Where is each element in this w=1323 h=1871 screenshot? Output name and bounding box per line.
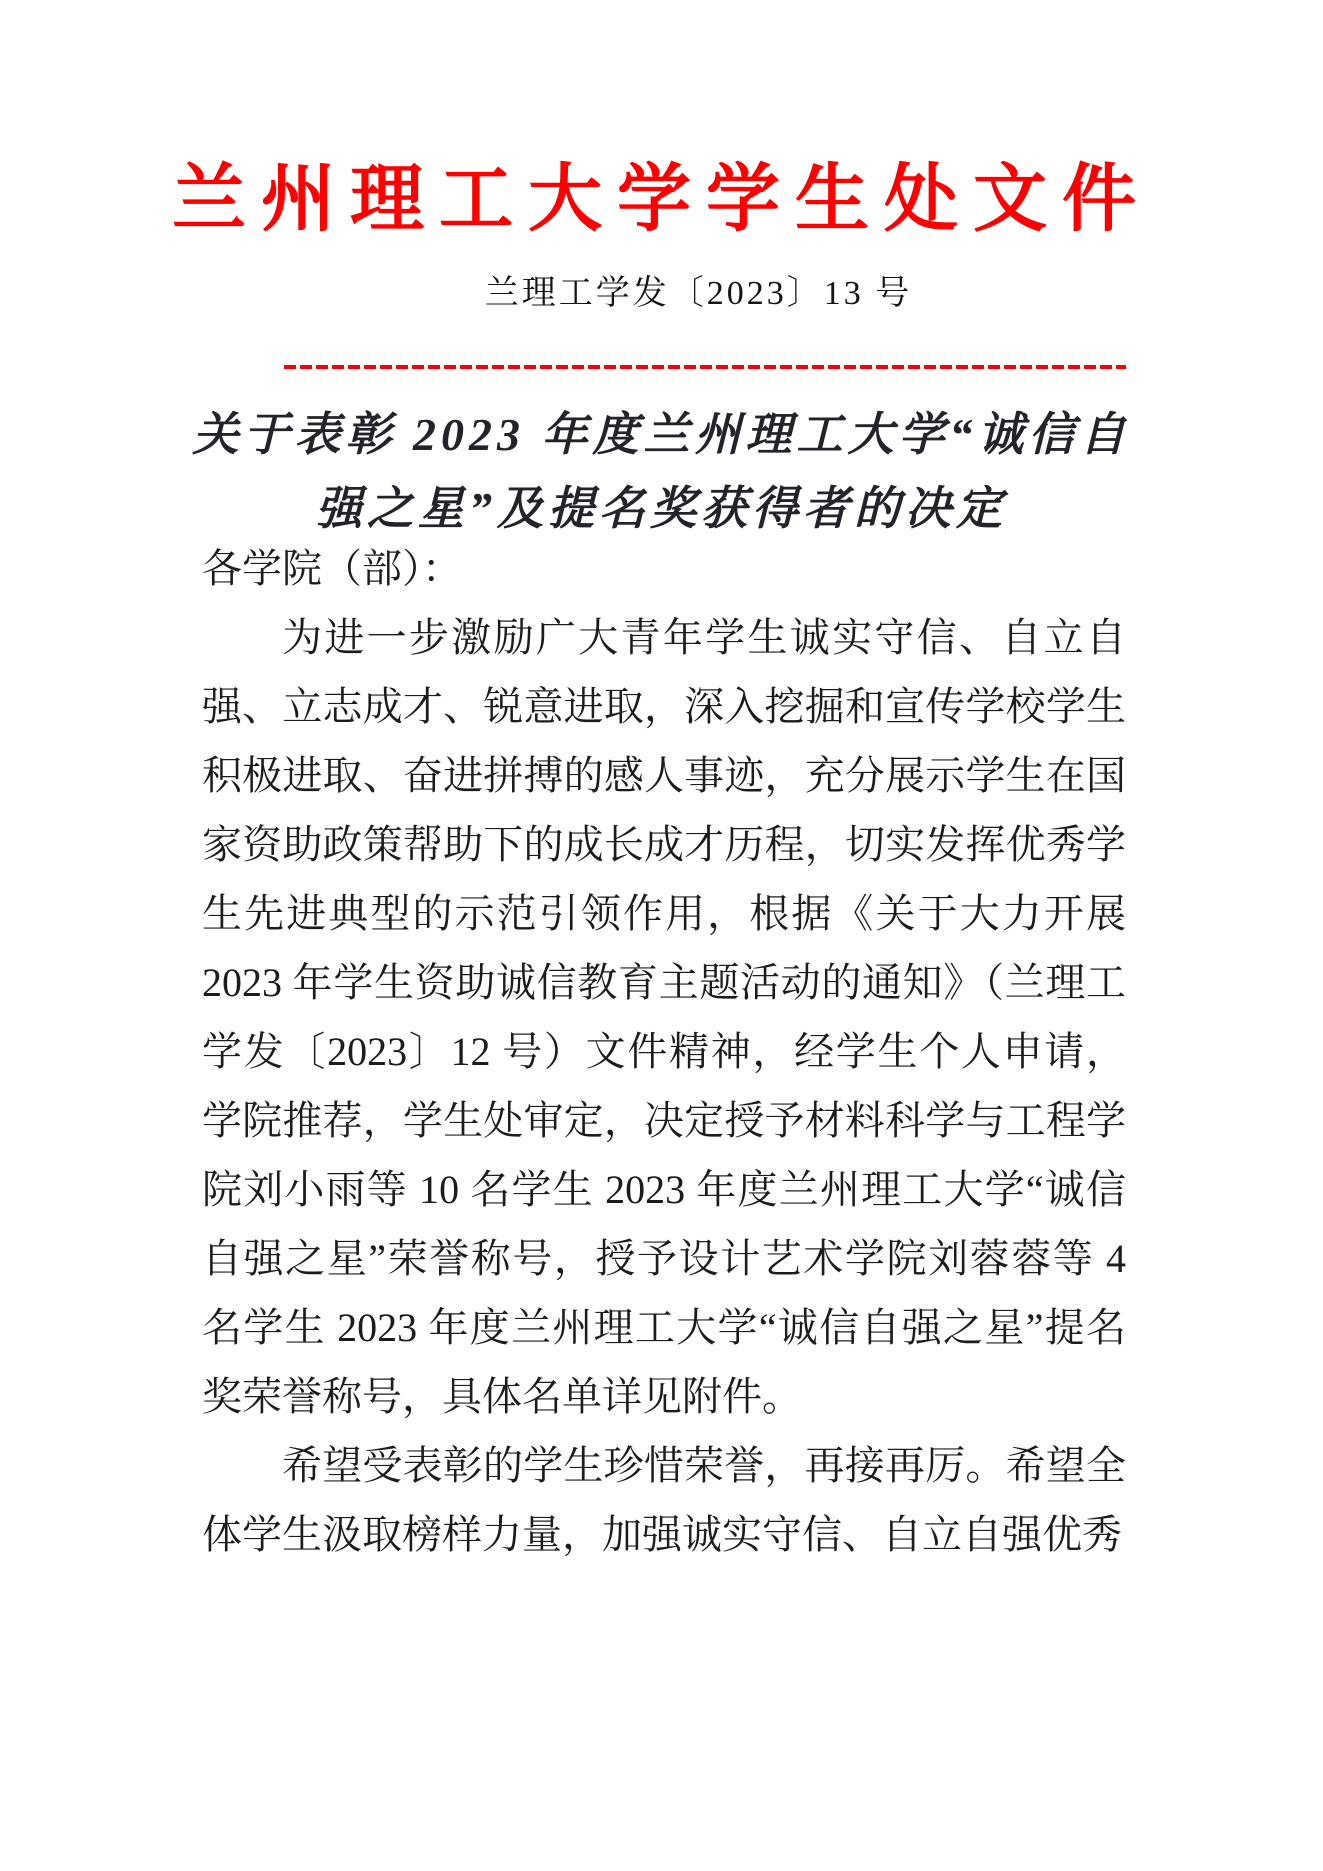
paragraph-main: 为进一步激励广大青年学生诚实守信、自立自强、立志成才、锐意进取，深入挖掘和宣传学校学生积极进取、奋进拼搏的感人事迹，充分展示学生在国家资助政策帮助下的成长成才历程，切实发挥优秀学生先进典型的示范引领作用，根据《关于大力开展 2023 年学生资助诚信教育主题活动的通知》（兰理工学发〔2023〕12 号）文件精神，经学生个人申请，学院推荐，学生处审定，决定授予材料科学与工程学院刘小雨等 10 名学生 2023 年度兰州理工大学“诚信自强之星”荣誉称号，授予设计艺术学院刘蓉蓉等 4 名学生 2023 年度兰州理工大学“诚信自强之星”提名奖荣誉称号，具体名单详见附件。 <box>202 615 1126 1419</box>
document-title-line-2: 强之星”及提名奖获得者的决定 <box>316 483 1007 534</box>
document-number: 兰理工学发〔2023〕13 号 <box>484 275 913 312</box>
agency-header-title: 兰州理工大学学生处文件 <box>172 159 1151 241</box>
document-title <box>0 398 1323 546</box>
red-dashed-divider <box>284 365 1126 369</box>
paragraph-hope: 希望受表彰的学生珍惜荣誉，再接再厉。希望全体学生汲取榜样力量，加强诚实守信、自立自强优秀 <box>202 1443 1126 1557</box>
document-title-line-1: 关于表彰 2023 年度兰州理工大学“诚信自 <box>192 409 1131 460</box>
salutation: 各学院（部）： <box>202 546 462 591</box>
document-body <box>202 534 1126 1569</box>
